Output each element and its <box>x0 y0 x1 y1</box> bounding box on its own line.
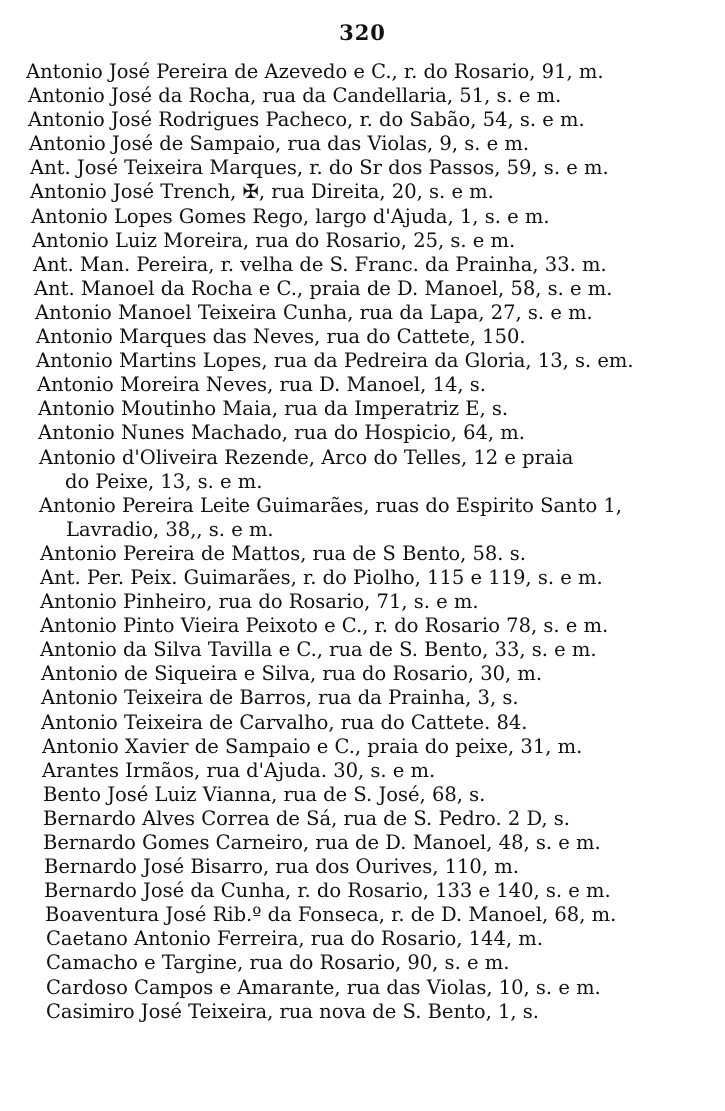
directory-entry: Caetano Antonio Ferreira, rua do Rosario, 144, m. <box>46 927 543 951</box>
directory-entry: Antonio Luiz Moreira, rua do Rosario, 25, s. e m. <box>32 228 516 252</box>
directory-entry: Antonio Nunes Machado, rua do Hospicio, 64, m. <box>38 421 525 445</box>
directory-entry: Antonio de Siqueira e Silva, rua do Rosario, 30, m. <box>41 662 543 686</box>
directory-entry: Antonio Teixeira de Carvalho, rua do Cattete. 84. <box>41 710 528 734</box>
directory-entry: Antonio José Rodrigues Pacheco, r. do Sabão, 54, s. e m. <box>28 108 585 132</box>
directory-entry: Antonio Xavier de Sampaio e C., praia do peixe, 31, m. <box>42 734 583 758</box>
directory-entry: Antonio Moreira Neves, rua D. Manoel, 14, s. <box>37 373 486 397</box>
directory-entry: Antonio Pereira de Mattos, rua de S Bento, 58. s. <box>40 541 526 565</box>
directory-entry: Antonio Teixeira de Barros, rua da Prainha, 3, s. <box>41 686 519 710</box>
directory-entry: Ant. Per. Peix. Guimarães, r. do Piolho, 115 e 119, s. e m. <box>40 565 603 589</box>
directory-entry: Bento José Luiz Vianna, rua de S. José, 68, s. <box>43 782 486 806</box>
directory-entry: Cardoso Campos e Amarante, rua das Violas, 10, s. e m. <box>46 975 601 999</box>
directory-entry: Antonio José de Sampaio, rua das Violas, 9, s. e m. <box>29 132 530 156</box>
directory-entry: Camacho e Targine, rua do Rosario, 90, s. e m. <box>46 951 510 975</box>
directory-entry: Antonio José Trench, ✠, rua Direita, 20, s. e m. <box>30 180 494 204</box>
directory-entry: Antonio Manoel Teixeira Cunha, rua da Lapa, 27, s. e m. <box>35 300 593 324</box>
directory-entry: Bernardo Gomes Carneiro, rua de D. Manoel, 48, s. e m. <box>43 831 601 854</box>
directory-entry: Casimiro José Teixeira, rua nova de S. Bento, 1, s. <box>46 999 540 1023</box>
directory-entry: Bernardo José da Cunha, r. do Rosario, 133 e 140, s. e m. <box>44 879 611 903</box>
directory-entry: Arantes Irmãos, rua d'Ajuda. 30, s. e m. <box>42 758 436 782</box>
directory-entries <box>26 60 706 1024</box>
directory-entry: Bernardo José Bisarro, rua dos Ourives, 110, m. <box>44 855 519 879</box>
directory-entry: Boaventura José Rib.º da Fonseca, r. de D. Manoel, 68, m. <box>45 903 617 927</box>
directory-entry-continuation: Lavradio, 38,, s. e m. <box>66 517 274 541</box>
directory-entry: Antonio José da Rocha, rua da Candellaria, 51, s. e m. <box>28 84 562 108</box>
directory-entry: Antonio José Pereira de Azevedo e C., r. do Rosario, 91, m. <box>26 60 604 83</box>
directory-entry: Antonio Moutinho Maia, rua da Imperatriz E, s. <box>38 397 509 421</box>
directory-entry: Bernardo Alves Correa de Sá, rua de S. Pedro. 2 D, s. <box>43 806 570 830</box>
directory-entry: Ant. José Teixeira Marques, r. do Sr dos Passos, 59, s. e m. <box>30 156 609 180</box>
directory-entry: Antonio Pinheiro, rua do Rosario, 71, s. e m. <box>40 590 479 614</box>
directory-entry: Antonio Pinto Vieira Peixoto e C., r. do Rosario 78, s. e m. <box>40 614 609 638</box>
directory-entry: Ant. Manoel da Rocha e C., praia de D. Manoel, 58, s. e m. <box>34 276 613 300</box>
directory-entry: Antonio Pereira Leite Guimarães, ruas do Espirito Santo 1, <box>39 493 623 517</box>
directory-entry: Antonio Lopes Gomes Rego, largo d'Ajuda, 1, s. e m. <box>31 204 550 228</box>
directory-entry: Antonio d'Oliveira Rezende, Arco do Telles, 12 e praia <box>39 445 574 469</box>
directory-entry: Ant. Man. Pereira, r. velha de S. Franc. da Prainha, 33. m. <box>33 252 607 276</box>
directory-entry-continuation: do Peixe, 13, s. e m. <box>65 469 263 493</box>
directory-entry: Antonio Marques das Neves, rua do Cattete, 150. <box>36 325 526 349</box>
directory-entry: Antonio Martins Lopes, rua da Pedreira da Gloria, 13, s. em. <box>36 349 634 373</box>
page-number: 320 <box>339 20 386 45</box>
directory-entry: Antonio da Silva Tavilla e C., rua de S. Bento, 33, s. e m. <box>40 638 597 662</box>
